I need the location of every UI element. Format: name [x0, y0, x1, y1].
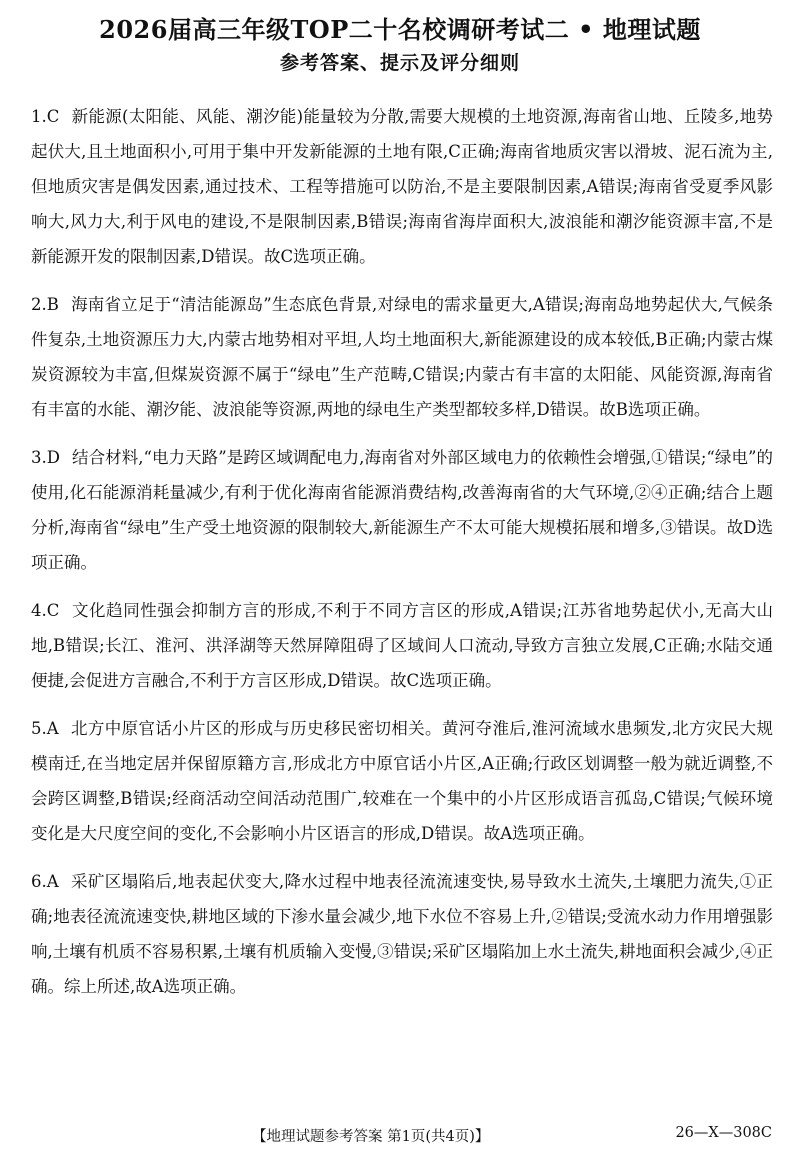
answer-explanation: 文化趋同性强会抑制方言的形成,不利于不同方言区的形成,A错误;江苏省地势起伏小,无高大山地,B错误;长江、淮河、洪泽湖等天然屏障阻碍了区域间人口流动,导致方言独立发展,C正确;水陆交通便捷,会促进方言融合,不利于方言区形成,D错误。故C选项正确。	[31, 601, 773, 690]
answer-number: 1.C	[31, 107, 60, 126]
page-subtitle: 参考答案、提示及评分细则	[279, 52, 520, 74]
page-title: 2026届高三年级TOP二十名校调研考试二 • 地理试题	[99, 15, 701, 44]
answer-item-5	[31, 711, 773, 851]
answer-item-3	[31, 440, 773, 580]
footer-page-info: 【地理试题参考答案 第1页(共4页)】	[252, 1129, 490, 1145]
answer-item-1	[31, 99, 773, 274]
answer-item-4	[31, 593, 773, 698]
answer-number: 5.A	[31, 719, 59, 738]
answer-number: 4.C	[31, 601, 60, 620]
answer-list	[31, 99, 773, 1017]
answer-explanation: 结合材料,“电力天路”是跨区域调配电力,海南省对外部区域电力的依赖性会增强,①错误;“绿电”的使用,化石能源消耗量减少,有利于优化海南省能源消费结构,改善海南省的大气环境,②④正确;结合上题分析,海南省“绿电”生产受土地资源的限制较大,新能源生产不太可能大规模拓展和增多,③错误。故D选项正确。	[31, 448, 773, 572]
answer-explanation: 采矿区塌陷后,地表起伏变大,降水过程中地表径流流速变快,易导致水土流失,土壤肥力流失,①正确;地表径流流速变快,耕地区域的下渗水量会减少,地下水位不容易上升,②错误;受流水动力作用增强影响,土壤有机质不容易积累,土壤有机质输入变慢,③错误;采矿区塌陷加上水土流失,耕地面积会减少,④正确。综上所述,故A选项正确。	[31, 872, 773, 996]
answer-item-2	[31, 287, 773, 427]
answer-explanation: 北方中原官话小片区的形成与历史移民密切相关。黄河夺淮后,淮河流域水患频发,北方灾民大规模南迁,在当地定居并保留原籍方言,形成北方中原官话小片区,A正确;行政区划调整一般为就近调整,不会跨区调整,B错误;经商活动空间活动范围广,较难在一个集中的小片区形成语言孤岛,C错误;气候环境变化是大尺度空间的变化,不会影响小片区语言的形成,D错误。故A选项正确。	[31, 719, 773, 843]
answer-explanation: 新能源(太阳能、风能、潮汐能)能量较为分散,需要大规模的土地资源,海南省山地、丘陵多,地势起伏大,且土地面积小,可用于集中开发新能源的土地有限,C正确;海南省地质灾害以滑坡、泥石流为主,但地质灾害是偶发因素,通过技术、工程等措施可以防治,不是主要限制因素,A错误;海南省受夏季风影响大,风力大,利于风电的建设,不是限制因素,B错误;海南省海岸面积大,波浪能和潮汐能资源丰富,不是新能源开发的限制因素,D错误。故C选项正确。	[31, 107, 773, 266]
answer-explanation: 海南省立足于“清洁能源岛”生态底色背景,对绿电的需求量更大,A错误;海南岛地势起伏大,气候条件复杂,土地资源压力大,内蒙古地势相对平坦,人均土地面积大,新能源建设的成本较低,B正确;内蒙古煤炭资源较为丰富,但煤炭资源不属于“绿电”生产范畴,C错误;内蒙古有丰富的太阳能、风能资源,海南省有丰富的水能、潮汐能、波浪能等资源,两地的绿电生产类型都较多样,D错误。故B选项正确。	[31, 295, 773, 419]
answer-number: 3.D	[31, 448, 60, 467]
answer-item-6	[31, 864, 773, 1004]
footer-paper-code: 26—X—308C	[675, 1125, 772, 1141]
answer-number: 2.B	[31, 295, 59, 314]
answer-number: 6.A	[31, 872, 59, 891]
